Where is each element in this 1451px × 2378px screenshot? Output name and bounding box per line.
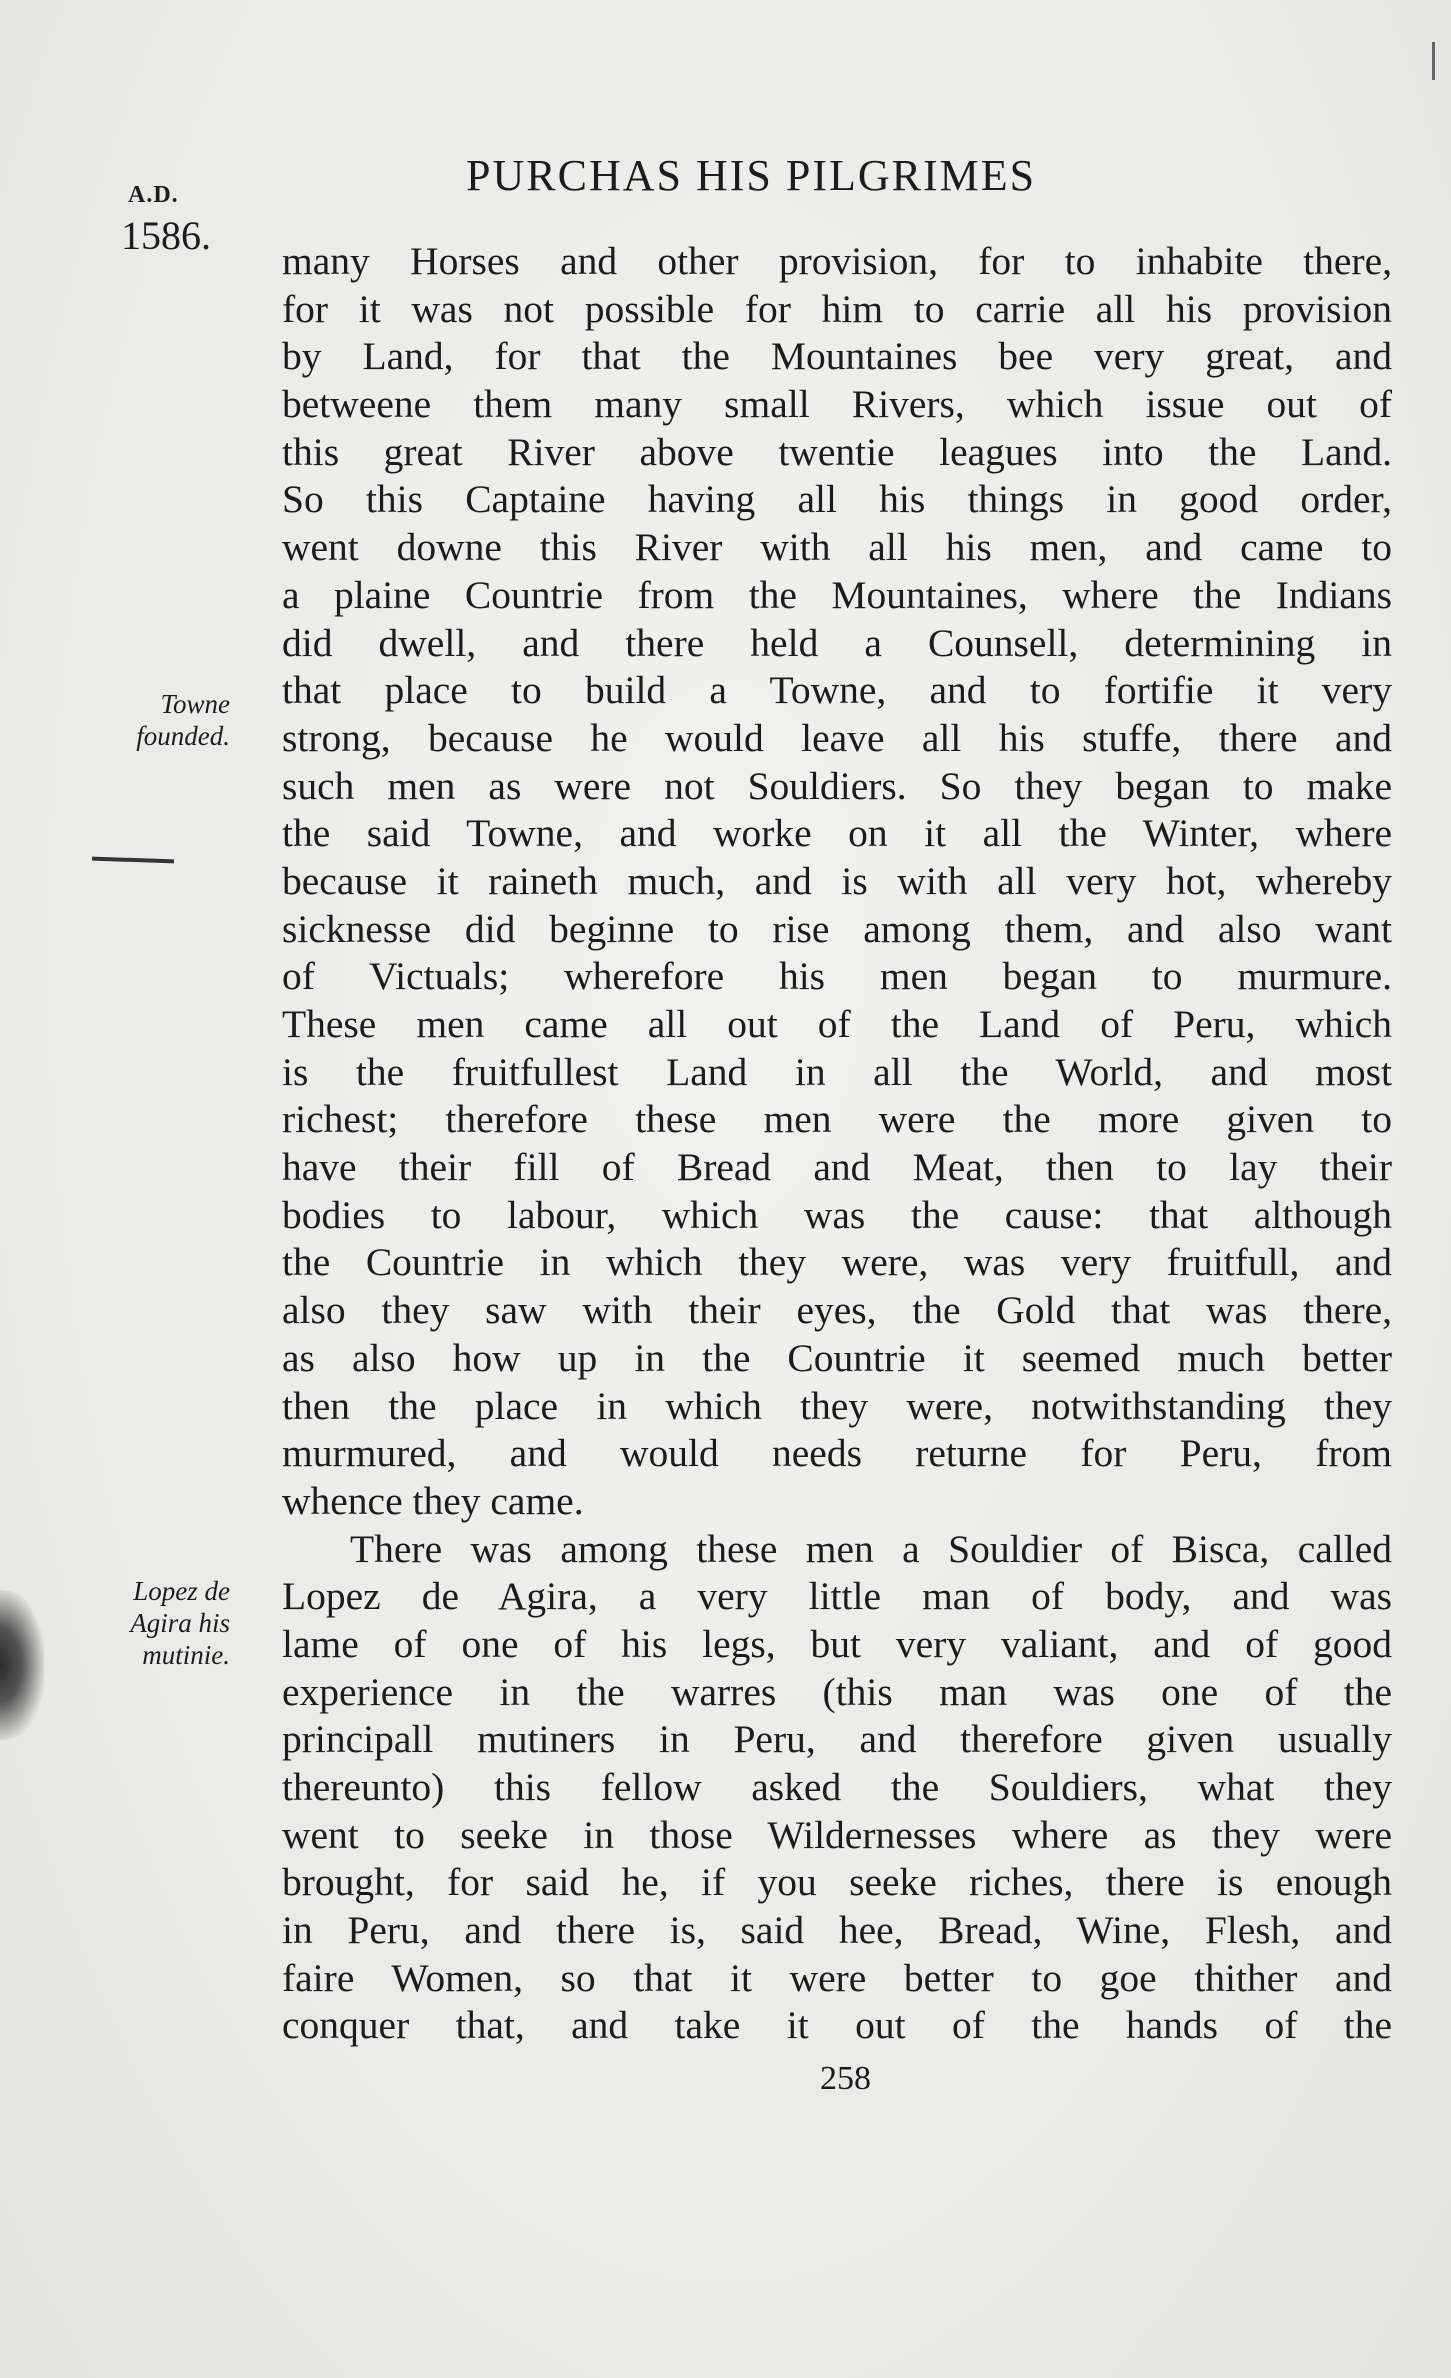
margin-note-line: Agira his (130, 1608, 230, 1638)
text-line: betweene them many small Rivers, which issue out of (282, 382, 1392, 427)
stray-ink-mark (92, 857, 174, 864)
text-line: principall mutiners in Peru, and therefore given usually (282, 1717, 1392, 1762)
text-line: Lopez de Agira, a very little man of body, and was (282, 1574, 1392, 1619)
margin-note-line: Lopez de (133, 1576, 230, 1606)
body-text (282, 238, 1392, 2050)
text-line: So this Captaine having all his things in good order, (282, 477, 1392, 522)
text-line: such men as were not Souldiers. So they began to make (282, 763, 1392, 808)
margin-note-towne-founded (80, 688, 230, 752)
text-line: lame of one of his legs, but very valiant, and of good (282, 1621, 1392, 1666)
text-line: of Victuals; wherefore his men began to murmure. (282, 954, 1392, 999)
text-line: because it raineth much, and is with all very hot, whereby (282, 858, 1392, 903)
text-line: murmured, and would needs returne for Peru, from (282, 1431, 1392, 1476)
text-line: thereunto) this fellow asked the Souldiers, what they (282, 1765, 1392, 1809)
text-line: for it was not possible for him to carrie all his provision (282, 286, 1392, 331)
page-number: 258 (820, 2060, 871, 2097)
text-line: went to seeke in those Wildernesses where as they were (282, 1812, 1392, 1857)
corner-mark (1432, 42, 1435, 80)
text-line: conquer that, and take it out of the hands of the (282, 2003, 1392, 2048)
text-line: bodies to labour, which was the cause: that although (282, 1192, 1392, 1237)
text-line: faire Women, so that it were better to goe thither and (282, 1955, 1392, 2000)
text-line: went downe this River with all his men, and came to (282, 525, 1392, 570)
text-line: strong, because he would leave all his stuffe, there and (282, 715, 1392, 760)
text-line: then the place in which they were, notwithstanding they (282, 1383, 1392, 1428)
text-line: that place to build a Towne, and to fortifie it very (282, 668, 1392, 713)
text-line: the Countrie in which they were, was very fruitfull, and (282, 1240, 1392, 1285)
margin-note-line: founded. (136, 721, 230, 751)
text-line: experience in the warres (this man was one of the (282, 1669, 1392, 1714)
text-line: by Land, for that the Mountaines bee very great, and (282, 334, 1392, 379)
text-line: brought, for said he, if you seeke riches, there is enough (282, 1860, 1392, 1905)
ad-label: A.D. (128, 182, 179, 208)
text-line: a plaine Countrie from the Mountaines, where the Indians (282, 572, 1392, 617)
page-edge-shadow (0, 1590, 44, 1740)
text-line: as also how up in the Countrie it seemed much better (282, 1335, 1392, 1380)
text-line: There was among these men a Souldier of Bisca, called (350, 1526, 1392, 1571)
margin-note-line: mutinie. (142, 1640, 230, 1670)
text-line: whence they came. (282, 1478, 584, 1523)
text-line: the said Towne, and worke on it all the Winter, where (282, 811, 1392, 856)
text-line: many Horses and other provision, for to inhabite there, (282, 239, 1392, 283)
margin-note-lopez-mutinie (80, 1575, 230, 1671)
text-line: in Peru, and there is, said hee, Bread, Wine, Flesh, and (282, 1908, 1392, 1953)
text-line: this great River above twentie leagues into the Land. (282, 429, 1392, 474)
text-line: have their fill of Bread and Meat, then to lay their (282, 1145, 1392, 1190)
text-line: These men came all out of the Land of Peru, which (282, 1002, 1392, 1046)
text-line: did dwell, and there held a Counsell, determining in (282, 620, 1392, 665)
text-line: sicknesse did beginne to rise among them, and also want (282, 906, 1392, 951)
running-title: PURCHAS HIS PILGRIMES (466, 151, 1037, 200)
text-line: richest; therefore these men were the more given to (282, 1097, 1392, 1142)
year-label: 1586. (121, 213, 211, 258)
text-line: is the fruitfullest Land in all the World, and most (282, 1049, 1392, 1094)
text-line: also they saw with their eyes, the Gold that was there, (282, 1288, 1392, 1333)
margin-note-line: Towne (160, 689, 230, 719)
